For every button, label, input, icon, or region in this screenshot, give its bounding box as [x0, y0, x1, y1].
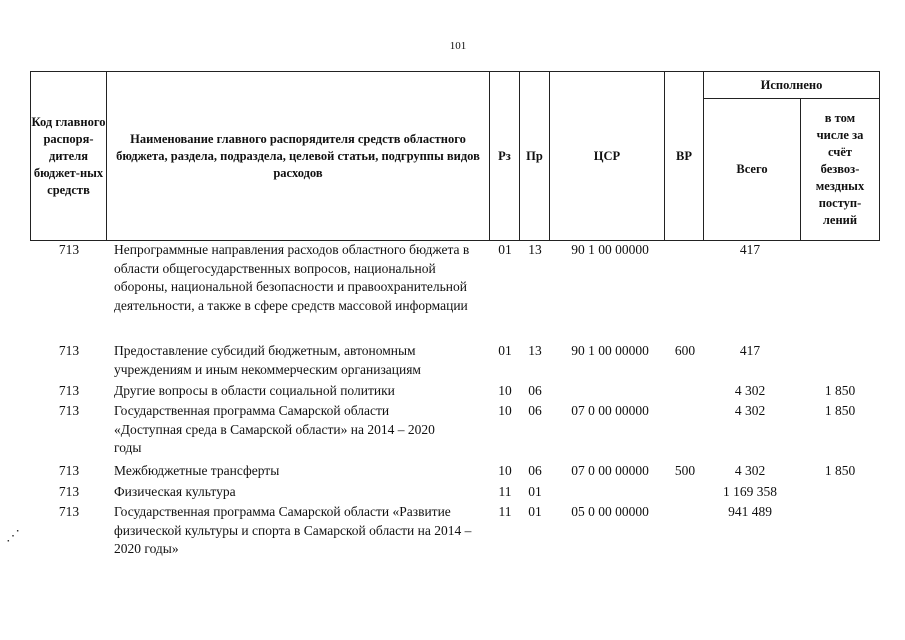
cell-code: 713 — [58, 383, 80, 398]
cell-code: 713 — [58, 343, 80, 358]
cell-rz: 01 — [498, 242, 512, 257]
cell-name: Физическая культура — [114, 484, 236, 499]
header-border — [879, 71, 880, 241]
page-number: 101 — [449, 40, 467, 52]
header-ispolneno: Исполнено — [760, 77, 823, 92]
cell-bezvozmezdnye: 1 850 — [824, 463, 856, 478]
cell-pr: 13 — [528, 242, 542, 257]
cell-name: Государственная программа Самарской области «Доступная среда в Самарской области» на 2014 – 2020 годы — [114, 403, 435, 455]
header-border — [106, 71, 107, 241]
header-code: Код главного распоря-дителя бюджет-ных средств — [31, 114, 106, 197]
cell-vsego: 4 302 — [734, 383, 766, 398]
cell-pr: 06 — [528, 383, 542, 398]
cell-csr: 07 0 00 00000 — [571, 403, 649, 418]
cell-code: 713 — [58, 403, 80, 418]
scan-speck: ⋰ — [6, 529, 20, 544]
cell-pr: 01 — [528, 484, 542, 499]
cell-name: Непрограммные направления расходов областного бюджета в области общегосударственных вопросов, национальной обороны, национальной безопасности и правоохранительной деятельности, а также в сфере средств массовой информации — [114, 242, 470, 313]
header-vsego: Всего — [736, 162, 768, 176]
cell-bezvozmezdnye: 1 850 — [824, 383, 856, 398]
cell-csr: 05 0 00 00000 — [571, 504, 649, 519]
cell-csr: 90 1 00 00000 — [571, 242, 649, 257]
header-border — [800, 98, 801, 241]
header-rz: Рз — [498, 148, 511, 163]
cell-rz: 10 — [498, 403, 512, 418]
cell-vsego: 941 489 — [728, 504, 772, 519]
cell-rz: 11 — [498, 484, 512, 499]
header-name: Наименование главного распорядителя средств областного бюджета, раздела, подраздела, целевой статьи, подгруппы видов расходов — [116, 131, 480, 180]
header-csr: ЦСР — [593, 148, 621, 163]
cell-code: 713 — [58, 484, 80, 499]
cell-pr: 01 — [528, 504, 542, 519]
cell-csr: 07 0 00 00000 — [571, 463, 649, 478]
cell-rz: 01 — [498, 343, 512, 358]
header-bezvozmezdnye: в том числе за счёт безвоз-мездных поступ-лений — [815, 111, 865, 227]
cell-name: Государственная программа Самарской области «Развитие физической культуры и спорта в Самарской области на 2014 – 2020 годы» — [114, 504, 472, 556]
header-pr: Пр — [526, 148, 543, 163]
cell-pr: 13 — [528, 343, 542, 358]
cell-name: Межбюджетные трансферты — [114, 463, 280, 478]
cell-vsego: 4 302 — [734, 403, 766, 418]
cell-rz: 11 — [498, 504, 512, 519]
cell-pr: 06 — [528, 403, 542, 418]
header-vr: ВР — [676, 148, 692, 163]
cell-rz: 10 — [498, 383, 512, 398]
cell-pr: 06 — [528, 463, 542, 478]
cell-csr: 90 1 00 00000 — [571, 343, 649, 358]
cell-rz: 10 — [498, 463, 512, 478]
cell-vr: 600 — [674, 343, 696, 358]
cell-name: Предоставление субсидий бюджетным, автономным учреждениям и иным некоммерческим организациям — [114, 343, 421, 377]
cell-code: 713 — [58, 242, 80, 257]
cell-bezvozmezdnye: 1 850 — [824, 403, 856, 418]
cell-vsego: 1 169 358 — [723, 484, 777, 499]
cell-vr: 500 — [674, 463, 696, 478]
cell-name: Другие вопросы в области социальной политики — [114, 383, 395, 398]
cell-vsego: 417 — [739, 343, 761, 358]
cell-vsego: 417 — [739, 242, 761, 257]
cell-code: 713 — [58, 504, 80, 519]
cell-code: 713 — [58, 463, 80, 478]
cell-vsego: 4 302 — [734, 463, 766, 478]
